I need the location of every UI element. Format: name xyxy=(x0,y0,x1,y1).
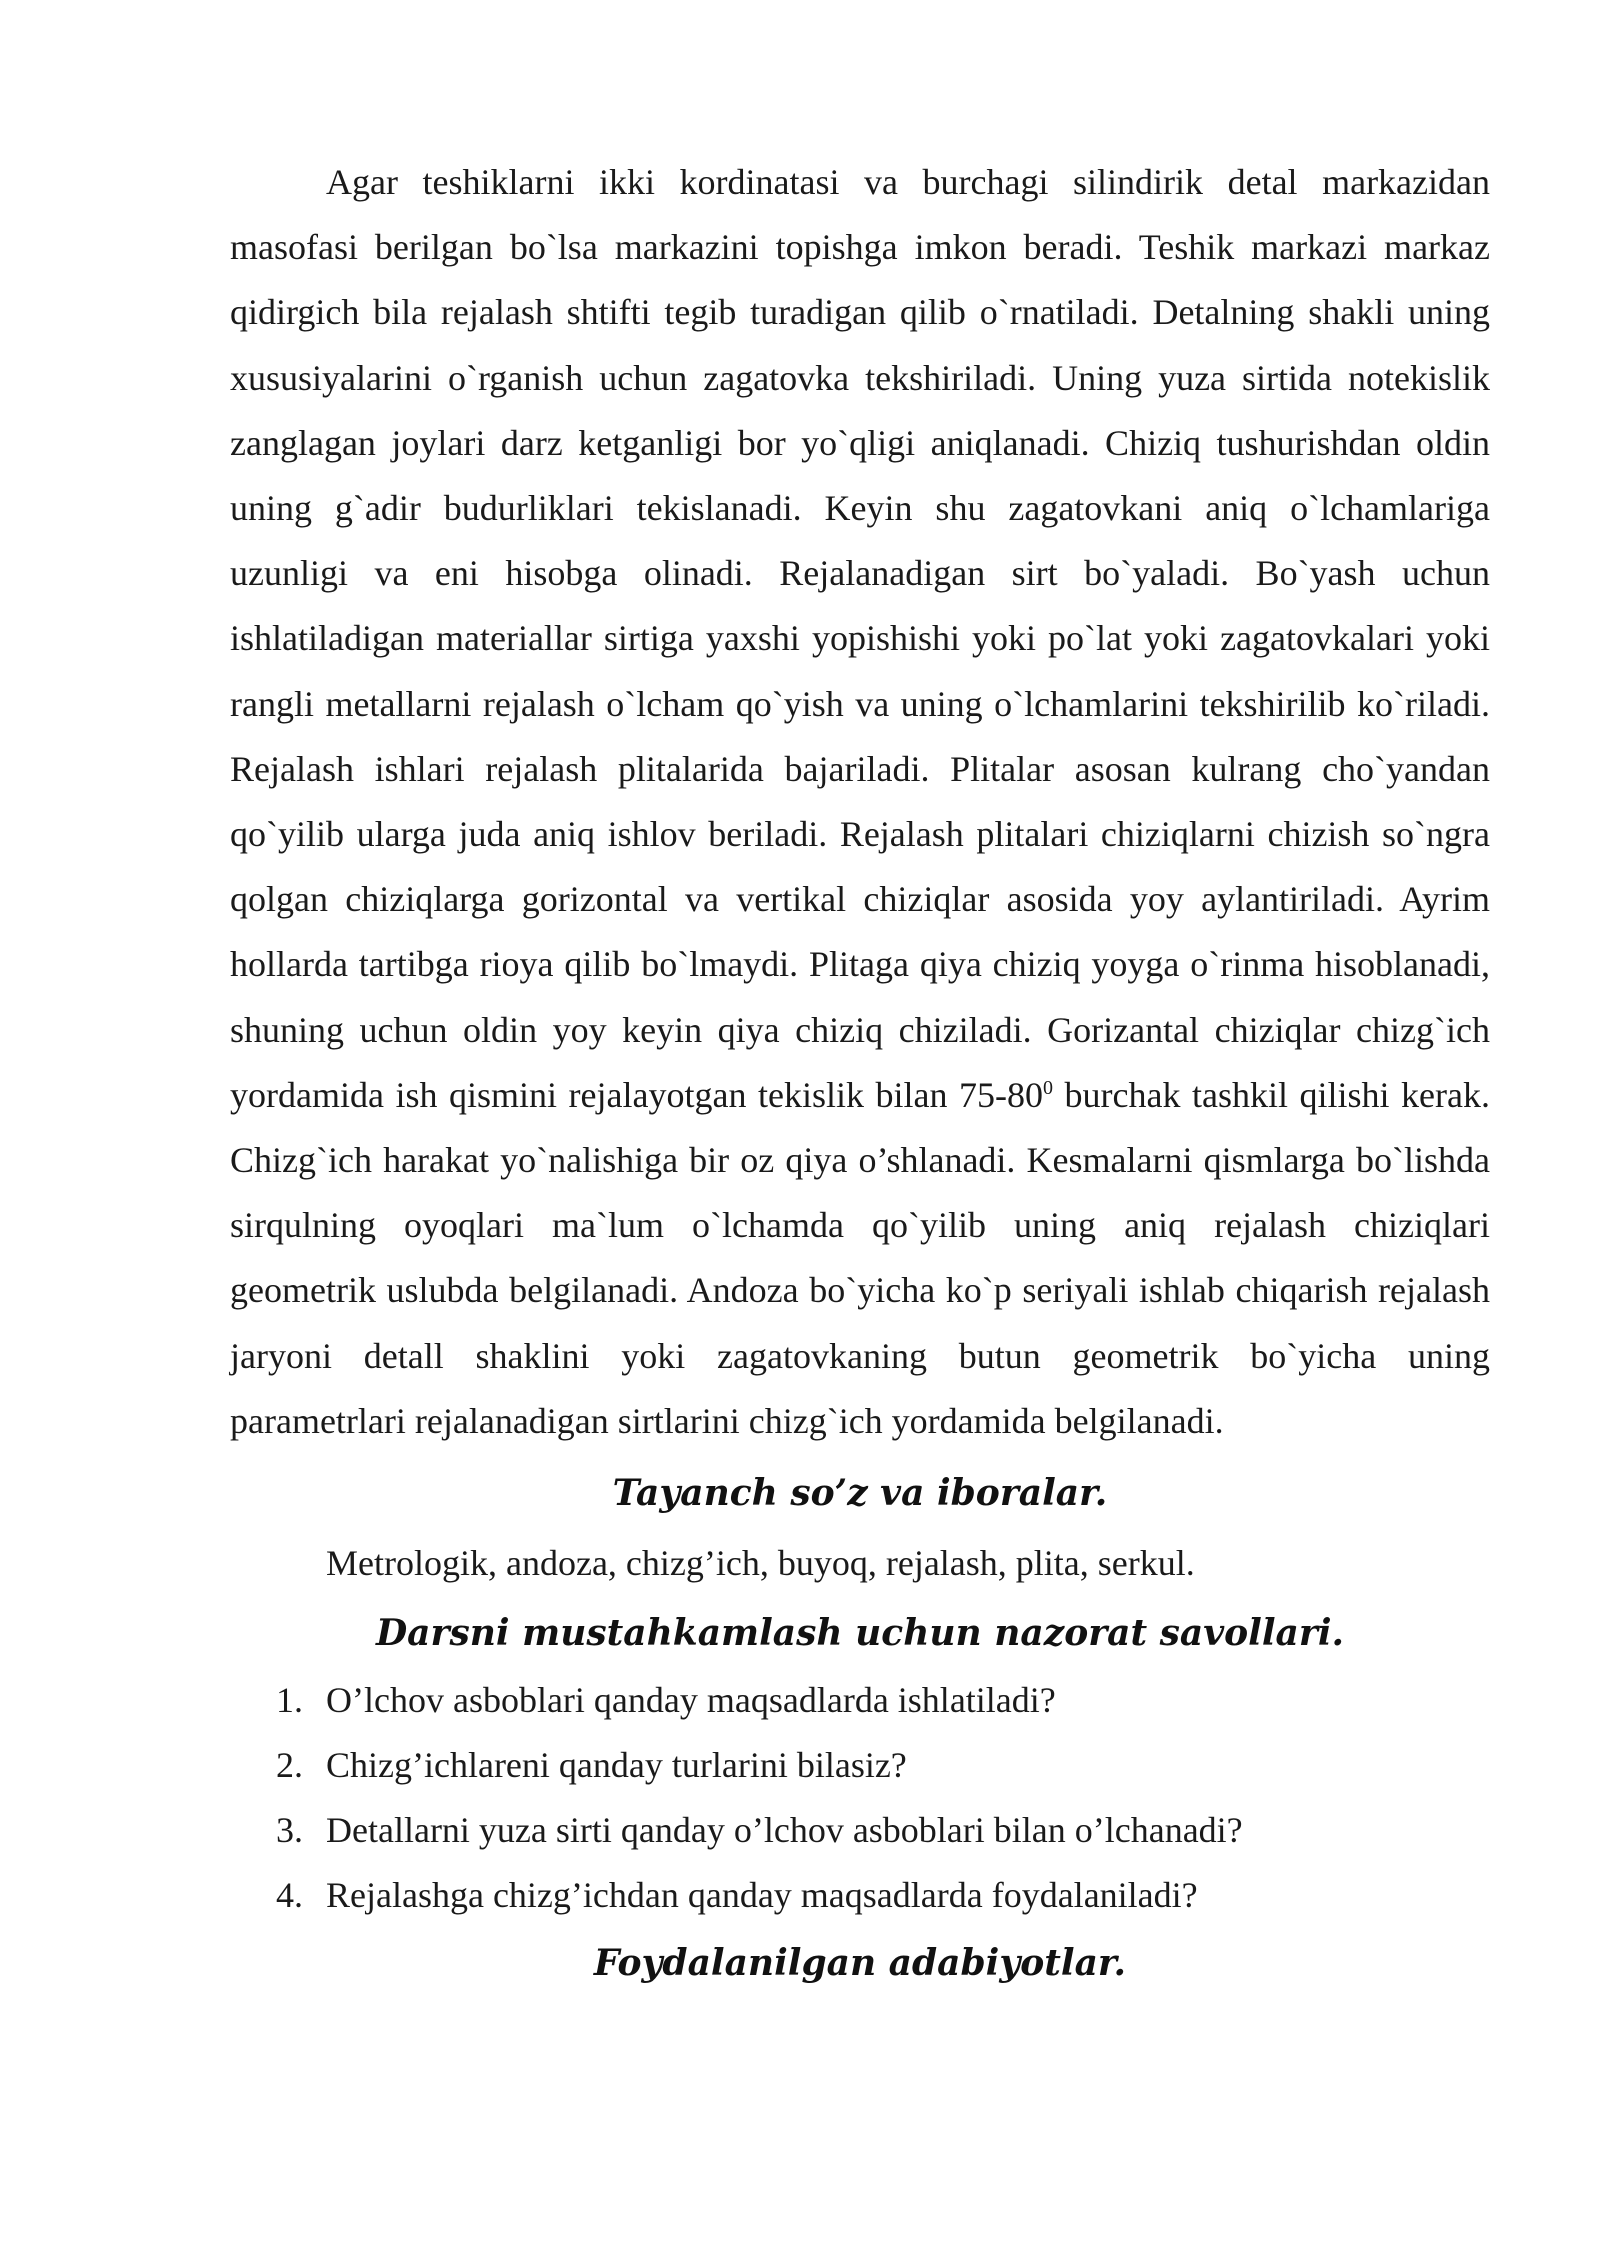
keywords-text: Metrologik, andoza, chizg’ich, buyoq, rejalash, plita, serkul. xyxy=(326,1543,1195,1584)
keywords-heading: Tayanch so’z va iboralar. xyxy=(612,1472,1108,1515)
question-number: 1. xyxy=(276,1680,303,1721)
question-text: Chizg’ichlareni qanday turlarini bilasiz? xyxy=(326,1745,907,1786)
question-number: 4. xyxy=(276,1875,303,1916)
question-number: 3. xyxy=(276,1810,303,1851)
question-text: Detallarni yuza sirti qanday o’lchov asboblari bilan o’lchanadi? xyxy=(326,1810,1243,1851)
body-text-part-1: Agar teshiklarni ikki kordinatasi va burchagi silindirik detal markazidan masofasi berilgan bo`lsa markazini topishga imkon beradi. Teshik markazi markaz qidirgich bila rejalash shtifti tegib turadigan qilib o`rnatiladi. Detalning shakli uning xususiyalarini o`rganish uchun zagatovka tekshiriladi. Uning yuza sirtida notekislik zanglagan joylari darz ketganligi bor yo`qligi aniqlanadi. Chiziq tushurishdan oldin uning g`adir budurliklari tekislanadi. Keyin shu zagatovkani aniq o`lchamlariga uzunligi va eni hisobga olinadi. Rejalanadigan sirt bo`yaladi. Bo`yash uchun ishlatiladigan materiallar sirtiga yaxshi yopishishi yoki po`lat yoki zagatovkalari yoki rangli metallarni rejalash o`lcham qo`yish va uning o`lchamlarini tekshirilib ko`riladi. Rejalash ishlari rejalash plitalarida bajariladi. Plitalar asosan kulrang cho`yandan qo`yilib ularga juda aniq ishlov beriladi. Rejalash plitalari chiziqlarni chizish so`ngra qolgan chiziqlarga gorizontal va vertikal chiziqlar asosida yoy aylantiriladi. Ayrim hollarda tartibga rioya qilib bo`lmaydi. Plitaga qiya chiziq yoyga o`rinma hisoblanadi, shuning uchun oldin yoy keyin qiya chiziq chiziladi. Gorizantal chiziqlar chizg`ich yordamida ish qismini rejalayotgan tekislik bilan 75-80 xyxy=(230,162,1490,1115)
question-text: O’lchov asboblari qanday maqsadlarda ishlatiladi? xyxy=(326,1680,1056,1721)
questions-list xyxy=(230,1668,1490,1928)
document-page xyxy=(230,150,1490,1998)
question-item xyxy=(230,1798,1490,1863)
body-paragraph xyxy=(230,150,1490,1454)
questions-heading: Darsni mustahkamlash uchun nazorat savollari. xyxy=(375,1612,1345,1655)
question-text: Rejalashga chizg’ichdan qanday maqsadlarda foydalaniladi? xyxy=(326,1875,1198,1916)
question-number: 2. xyxy=(276,1745,303,1786)
references-heading: Foydalanilgan adabiyotlar. xyxy=(593,1942,1127,1985)
question-item xyxy=(230,1668,1490,1733)
question-item xyxy=(230,1863,1490,1928)
body-text-part-2: burchak tashkil qilishi kerak. Chizg`ich harakat yo`nalishiga bir oz qiya o’shlanadi. Kesmalarni qismlarga bo`lishda sirqulning oyoqlari ma`lum o`lchamda qo`yilib uning aniq rejalash chiziqlari geometrik uslubda belgilanadi. Andoza bo`yicha ko`p seriyali ishlab chiqarish rejalash jaryoni detall shaklini yoki zagatovkaning butun geometrik bo`yicha uning parametrlari rejalanadigan sirtlarini chizg`ich yordamida belgilanadi. xyxy=(230,1074,1490,1441)
question-item xyxy=(230,1733,1490,1798)
degree-superscript: 0 xyxy=(1043,1076,1053,1099)
